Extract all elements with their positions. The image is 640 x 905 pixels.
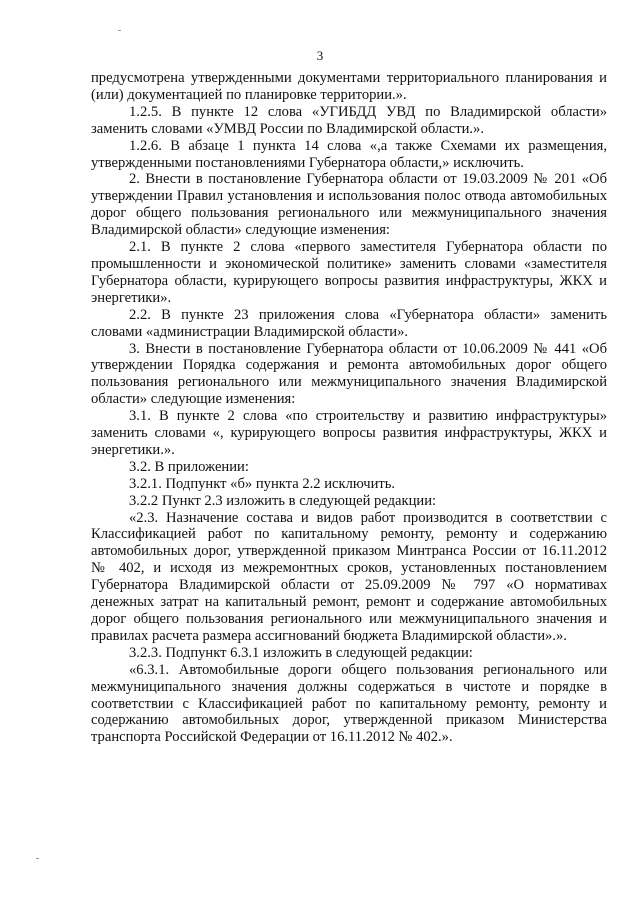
paragraph-3-2-2: 3.2.2 Пункт 2.3 изложить в следующей редакции:	[129, 492, 437, 509]
paragraph-3: 3. Внести в постановление Губернатора области от 10.06.2009 № 441 «Об утверждении Порядка содержания и ремонта автомобильных дорог общего пользования регионального или межмуниципального значения Владимирской области» следующие изменения:	[91, 340, 607, 408]
document-body	[91, 70, 607, 746]
page-number: 3	[316, 48, 324, 63]
paragraph-3-2: 3.2. В приложении:	[129, 458, 249, 475]
paragraph-1-2-5: 1.2.5. В пункте 12 слова «УГИБДД УВД по Владимирской области» заменить словами «УМВД России по Владимирской области.».	[91, 103, 607, 137]
paragraph-quote-6-3-1: «6.3.1. Автомобильные дороги общего пользования регионального или межмуниципального значения должны содержаться в чистоте и порядке в соответствии с Классификацией работ по капитальному ремонту, ремонту и содержанию автомобильных дорог, утвержденной приказом Министерства транспорта Российской Федерации от 16.11.2012 № 402.».	[91, 661, 607, 746]
paragraph-2-1: 2.1. В пункте 2 слова «первого заместителя Губернатора области по промышленности и экономической политике» заменить словами «заместителя Губернатора области, курирующего вопросы развития инфраструктуры, ЖКХ и энергетики».	[91, 239, 607, 306]
paragraph-2: 2. Внести в постановление Губернатора области от 19.03.2009 № 201 «Об утверждении Правил установления и использования полос отвода автомобильных дорог общего пользования регионального или межмуниципального значения Владимирской области» следующие изменения:	[91, 171, 607, 239]
paragraph-3-1: 3.1. В пункте 2 слова «по строительству и развитию инфраструктуры» заменить словами «, курирующего вопросы развития инфраструктуры, ЖКХ и энергетики.».	[91, 408, 607, 458]
paragraph-1-2-6: 1.2.6. В абзаце 1 пункта 14 слова «,а также Схемами их размещения, утвержденными постановлениями Губернатора области,» исключить.	[91, 137, 607, 171]
paragraph-quote-2-3: «2.3. Назначение состава и видов работ производится в соответствии с Классификацией работ по капитальному ремонту, ремонту и содержанию автомобильных дорог, утвержденной приказом Минтранса России от 16.11.2012 № 402, и исходя из межремонтных сроков, установленных постановлением Губернатора Владимирской области от 25.09.2009 № 797 «О нормативах денежных затрат на капитальный ремонт, ремонт и содержание автомобильных дорог общего пользования регионального или межмуниципального значения и правилах расчета размера ассигнований бюджета Владимирской области».».	[91, 509, 607, 644]
paragraph-3-2-3: 3.2.3. Подпункт 6.3.1 изложить в следующей редакции:	[129, 644, 473, 661]
paragraph-continuation: предусмотрена утвержденными документами территориального планирования и (или) документацией по планировке территории.».	[91, 70, 607, 103]
scan-mark-top	[118, 30, 121, 31]
scan-mark-bottom	[36, 858, 39, 859]
paragraph-3-2-1: 3.2.1. Подпункт «б» пункта 2.2 исключить.	[129, 475, 396, 492]
paragraph-2-2: 2.2. В пункте 23 приложения слова «Губернатора области» заменить словами «администрации Владимирской области».	[91, 306, 607, 340]
